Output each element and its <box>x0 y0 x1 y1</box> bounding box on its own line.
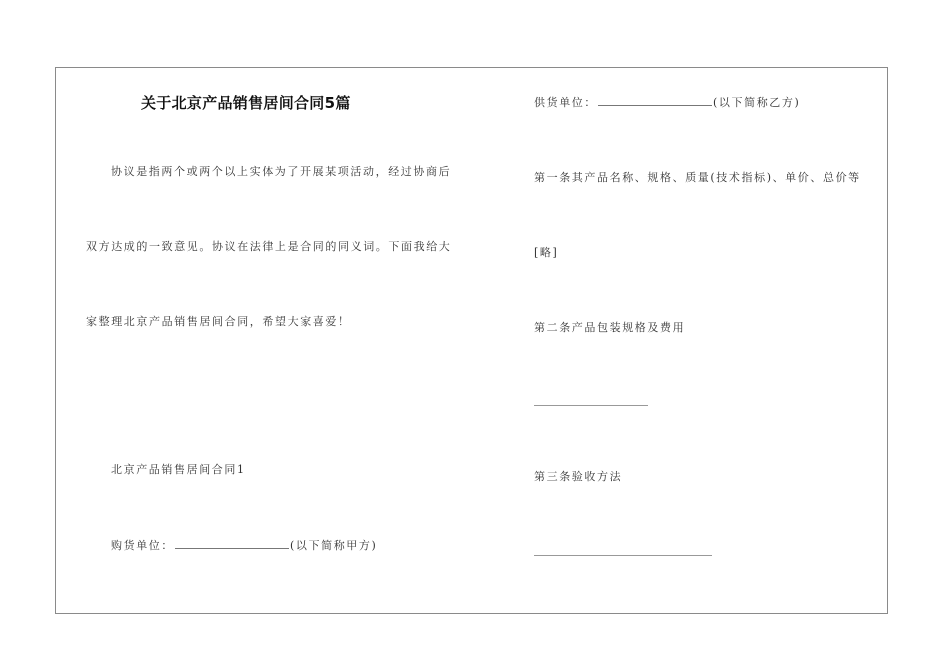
supplier-blank <box>598 95 712 106</box>
article-3: 第三条验收方法 <box>534 470 623 483</box>
omitted-note: [略] <box>534 246 559 259</box>
article-3-blank-line <box>534 555 712 556</box>
article-1: 第一条其产品名称、规格、质量(技术指标)、单价、总价等 <box>534 171 861 184</box>
buyer-line <box>111 537 377 553</box>
supplier-suffix: (以下简称乙方) <box>713 96 801 109</box>
intro-line-2: 双方达成的一致意见。协议在法律上是合同的同义词。下面我给大 <box>86 240 452 253</box>
buyer-label: 购货单位： <box>111 539 174 552</box>
intro-line-1: 协议是指两个或两个以上实体为了开展某项活动，经过协商后 <box>111 165 452 178</box>
document-title: 关于北京产品销售居间合同5篇 <box>141 94 351 112</box>
supplier-line <box>534 94 800 110</box>
supplier-label: 供货单位： <box>534 96 597 109</box>
article-2: 第二条产品包装规格及费用 <box>534 321 686 334</box>
buyer-blank <box>175 538 289 549</box>
article-2-blank-line <box>534 405 648 406</box>
contract-heading: 北京产品销售居间合同1 <box>111 463 246 476</box>
intro-line-3: 家整理北京产品销售居间合同，希望大家喜爱！ <box>86 315 351 328</box>
buyer-suffix: (以下简称甲方) <box>290 539 378 552</box>
document-page <box>55 67 888 614</box>
